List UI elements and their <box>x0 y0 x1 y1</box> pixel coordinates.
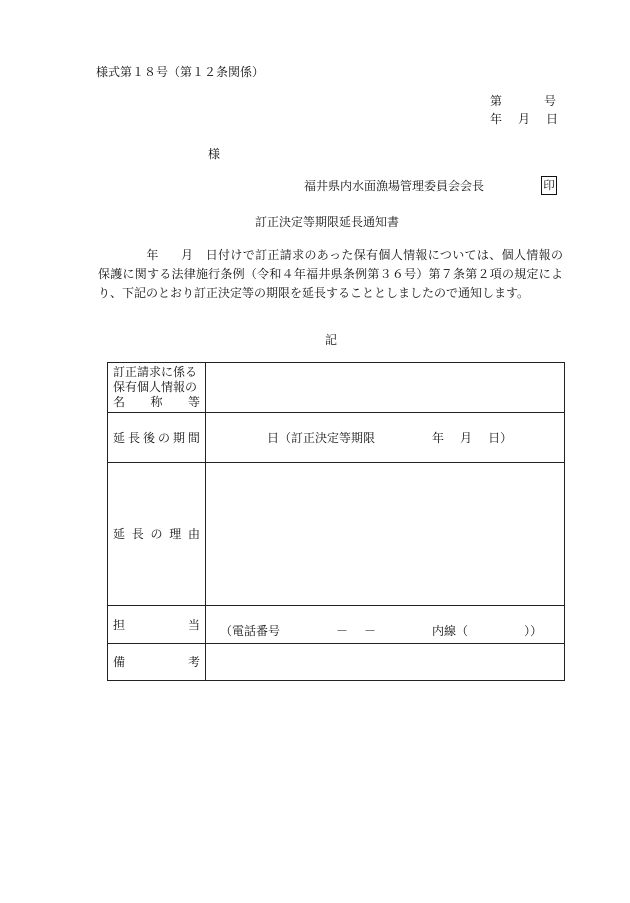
label-line <box>113 395 200 410</box>
value-remarks[interactable] <box>206 644 565 681</box>
seal-mark: 印 <box>541 176 557 195</box>
value-extension-reason[interactable] <box>206 463 565 606</box>
label-char: 名 <box>113 395 126 409</box>
period-year: 年 <box>432 430 445 445</box>
document-number-line <box>490 95 556 107</box>
period-day: 日 <box>267 430 280 445</box>
label-char: 等 <box>187 395 200 409</box>
label-contact-person <box>108 606 206 644</box>
label-char: の <box>150 527 163 541</box>
label-char: 備 <box>113 655 126 669</box>
phone-label: （電話番号 <box>220 624 281 638</box>
label-extended-period <box>108 413 206 463</box>
table-row-name <box>108 363 565 413</box>
issue-date-line <box>490 113 558 125</box>
table-row-period <box>108 413 565 463</box>
label-extension-reason <box>108 463 206 606</box>
body-month: 月 <box>180 248 194 262</box>
label-char: 長 <box>127 430 140 445</box>
document-title: 訂正決定等期限延長通知書 <box>255 215 400 229</box>
table-row-reason <box>108 463 565 606</box>
label-char: 延 <box>113 527 126 541</box>
label-char: 間 <box>187 430 200 445</box>
number-suffix: 号 <box>544 94 557 108</box>
table-row-contact <box>108 606 565 644</box>
phone-dash-2: － <box>364 624 377 638</box>
label-char: 称 <box>150 395 163 409</box>
date-day: 日 <box>546 112 559 126</box>
value-contact-person[interactable] <box>206 606 565 644</box>
label-line: 保有個人情報の <box>113 380 198 394</box>
label-char: 当 <box>187 618 200 632</box>
period-deadline-label: （訂正決定等期限 <box>279 430 376 445</box>
number-prefix: 第 <box>490 94 503 108</box>
label-char: の <box>157 430 170 445</box>
value-record-name[interactable] <box>206 363 565 413</box>
date-year: 年 <box>490 112 503 126</box>
phone-dash-1: － <box>336 624 349 638</box>
extension-close: ）） <box>524 624 543 638</box>
label-char: 担 <box>113 618 126 632</box>
label-char: 理 <box>169 527 182 541</box>
label-char: 長 <box>131 527 144 541</box>
label-remarks <box>108 644 206 681</box>
label-char: 考 <box>187 655 200 669</box>
label-char: 由 <box>187 527 200 541</box>
table-row-remarks <box>108 644 565 681</box>
body-text: 日付けで訂正請求のあった保有個人情報については、個人情報の保護に関する法律施行条例（令和４年福井県条例第３６号）第７条第２項の規定により、下記のとおり訂正決定等の期限を延長することとしましたので通知します。 <box>98 248 563 300</box>
label-char: 後 <box>142 430 155 445</box>
label-char: 期 <box>172 430 185 445</box>
label-record-name <box>108 363 206 413</box>
date-month: 月 <box>518 112 531 126</box>
label-line: 訂正請求に係る <box>113 365 198 379</box>
label-char: 延 <box>113 430 126 445</box>
issuer-name: 福井県内水面漁場管理委員会会長 <box>304 179 485 193</box>
extension-label: 内線（ <box>432 624 469 638</box>
form-number: 様式第１８号（第１２条関係） <box>96 65 265 79</box>
addressee-suffix: 様 <box>208 147 221 161</box>
period-month: 月 <box>460 430 473 445</box>
value-extended-period[interactable] <box>206 413 565 463</box>
period-day-end: 日） <box>488 430 513 445</box>
ki-heading: 記 <box>325 333 338 347</box>
record-table <box>107 362 565 681</box>
body-paragraph <box>98 246 563 303</box>
body-year: 年 <box>146 248 159 262</box>
